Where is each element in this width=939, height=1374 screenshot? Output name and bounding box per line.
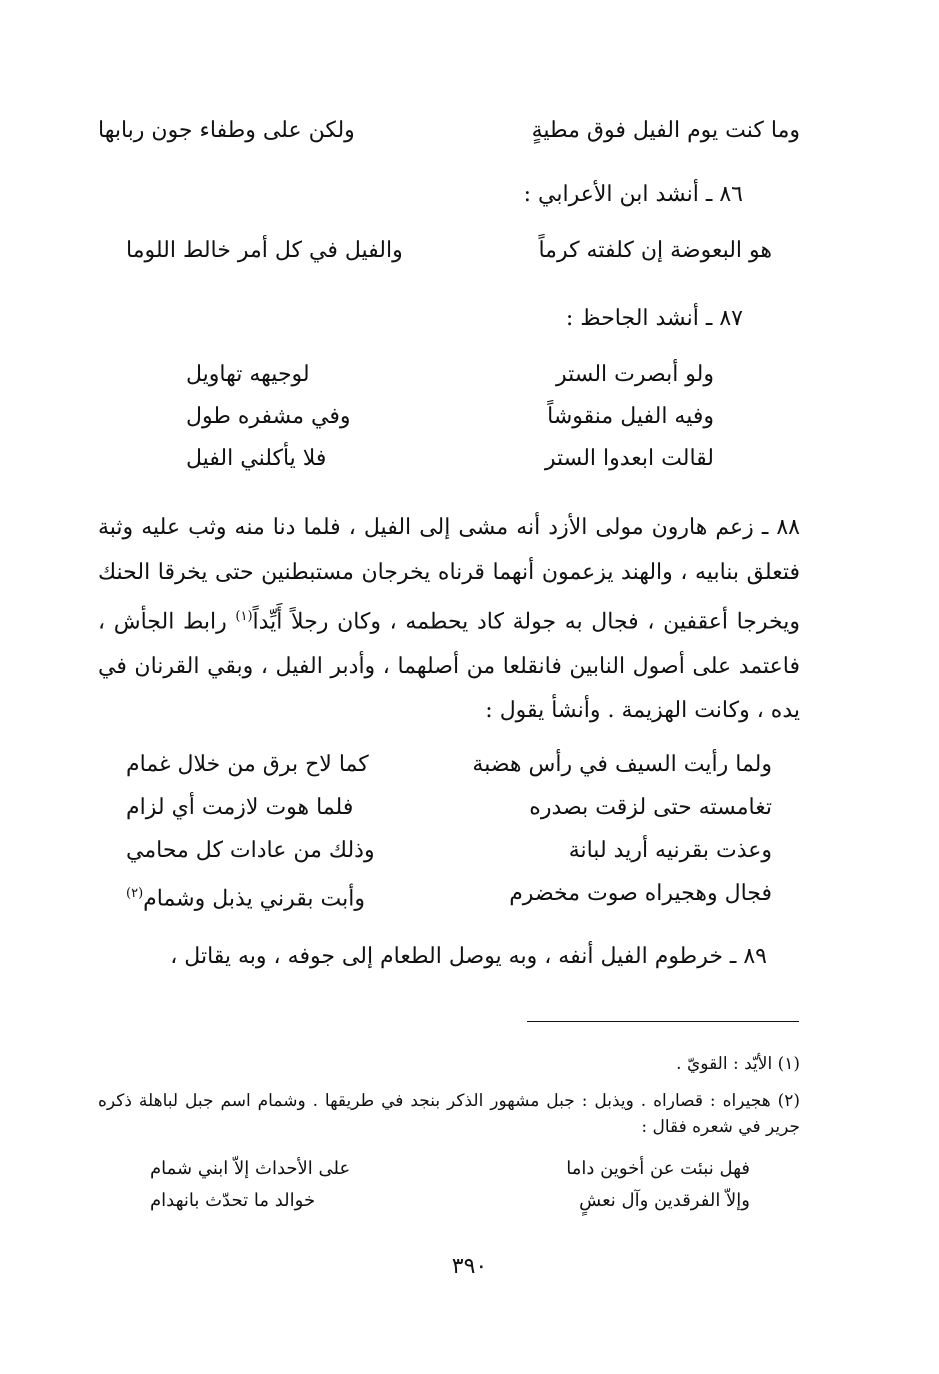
verse-first-hemistich: وإلاّ الفرقدين وآل نعشٍ xyxy=(579,1190,750,1211)
verse-first-hemistich: فهل نبئت عن أخوين داما xyxy=(566,1158,750,1179)
verse-second-hemistich: خوالد ما تحدّث بانهدام xyxy=(150,1190,316,1211)
footnote-ref-2: (٢) xyxy=(126,886,144,901)
verse-second-hemistich: كما لاح برق من خلال غمام xyxy=(126,752,369,777)
verse-second-hemistich: على الأحداث إلاّ ابني شمام xyxy=(150,1158,351,1179)
footnote-1: (١) الأيّد : القويّ . xyxy=(676,1054,800,1074)
entry-89-text: ٨٩ ـ خرطوم الفيل أنفه ، وبه يوصل الطعام إلى جوفه ، وبه يقاتل ، xyxy=(170,944,767,969)
verse-second-hemistich: والفيل في كل أمر خالط اللوما xyxy=(126,238,403,263)
verse-second-hemistich xyxy=(126,879,365,914)
verse-first-hemistich: ولو أبصرت الستر xyxy=(555,362,714,387)
footnote-ref-1: (١) xyxy=(235,609,253,624)
page-number: ٣٩٠ xyxy=(451,1254,488,1279)
entry-88-text-part-1: ٨٨ ـ زعم هارون مولى الأزد أنه مشى إلى الفيل ، فلما دنا منه وثب عليه وثبة فتعلق بنابيه ، والهند يزعمون أنهما قرناه يخرجان مستبطنين حتى يخرقا الحنك ويخرجا أعقفين ، فجال به جولة كاد يحطمه ، وكان رجلاً أَيِّداً xyxy=(98,515,800,635)
verse-first-hemistich: لقالت ابعدوا الستر xyxy=(544,446,714,471)
verse-first-hemistich: هو البعوضة إن كلفته كرماً xyxy=(538,238,772,263)
footnote-2: (٢) هجيراه : قصاراه . ويذبل : جبل مشهور الذكر بنجد في طريقها . وشمام اسم جبل لباهلة ذكره جرير في شعره فقال : xyxy=(98,1091,800,1137)
verse-second-hemistich: وفي مشفره طول xyxy=(186,404,351,429)
verse-first-hemistich: ولما رأيت السيف في رأس هضبة xyxy=(472,752,772,777)
verse-second-text: وأبت بقرني يذبل وشمام xyxy=(143,886,365,912)
entry-88-text-part-2: رابط الجأش ، فاعتمد على أصول النابين فانقلعا من أصلهما ، وأدبر الفيل ، وبقي القرنان في يده ، وكانت الهزيمة . وأنشأ يقول : xyxy=(98,609,800,724)
verse-second-hemistich: فلا يأكلني الفيل xyxy=(186,446,327,471)
verse-second-hemistich: ولكن على وطفاء جون ربابها xyxy=(98,118,355,143)
verse-first-hemistich: وفيه الفيل منقوشاً xyxy=(547,404,714,429)
verse-first-hemistich: وعذت بقرنيه أريد لبانة xyxy=(568,838,772,863)
verse-first-hemistich: تغامسته حتى لزقت بصدره xyxy=(529,795,772,820)
verse-first-hemistich: وما كنت يوم الفيل فوق مطيةٍ xyxy=(531,118,800,143)
verse-second-hemistich: فلما هوت لازمت أي لزام xyxy=(126,795,354,820)
entry-86-heading: ٨٦ ـ أنشد ابن الأعرابي : xyxy=(523,182,743,207)
entry-88-paragraph xyxy=(98,506,800,734)
footnote-divider xyxy=(527,1021,799,1022)
entry-87-heading: ٨٧ ـ أنشد الجاحظ : xyxy=(565,306,743,331)
verse-second-hemistich: لوجيهه تهاويل xyxy=(186,362,310,387)
verse-first-hemistich: فجال وهجيراه صوت مخضرم xyxy=(509,881,772,906)
verse-second-hemistich: وذلك من عادات كل محامي xyxy=(126,838,375,863)
